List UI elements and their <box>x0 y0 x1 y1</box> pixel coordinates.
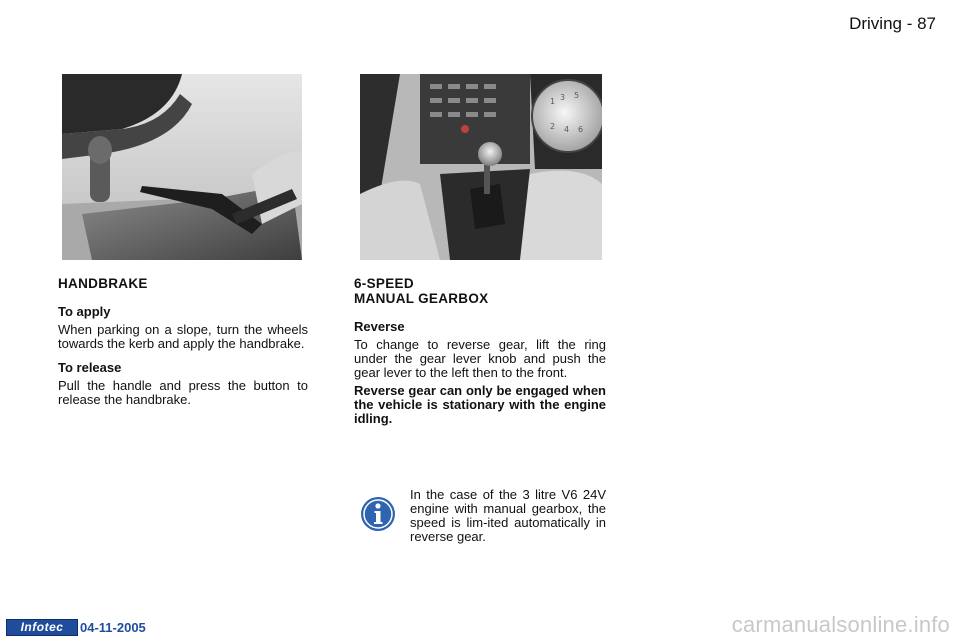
handbrake-title: HANDBRAKE <box>58 276 148 291</box>
info-icon <box>360 496 396 532</box>
gearbox-title-line2: MANUAL GEARBOX <box>354 291 489 306</box>
svg-text:2: 2 <box>550 122 556 131</box>
handbrake-section <box>58 276 308 407</box>
svg-text:4: 4 <box>564 125 570 134</box>
gearbox-section <box>354 276 606 426</box>
reverse-subtitle: Reverse <box>354 319 405 334</box>
svg-text:1: 1 <box>550 97 556 106</box>
svg-text:6: 6 <box>578 125 584 134</box>
gearbox-title <box>354 276 606 306</box>
svg-text:5: 5 <box>574 91 580 100</box>
gearbox-title-line1: 6-SPEED <box>354 276 414 291</box>
watermark: carmanualsonline.info <box>731 612 950 637</box>
release-subtitle: To release <box>58 360 122 375</box>
infotec-logo: Infotec <box>6 619 78 636</box>
page-header: Driving - 87 <box>849 14 936 33</box>
svg-text:3: 3 <box>560 93 566 102</box>
apply-text: When parking on a slope, turn the wheels towards the kerb and apply the handbrake. <box>58 322 308 351</box>
release-text: Pull the handle and press the button to release the handbrake. <box>58 378 308 407</box>
info-text: In the case of the 3 litre V6 24V engine with manual gearbox, the speed is lim-ited automatically in reverse gear. <box>410 487 606 544</box>
footer-date: 04-11-2005 <box>80 620 146 635</box>
apply-subtitle: To apply <box>58 304 111 319</box>
gearbox-photo <box>360 74 602 260</box>
reverse-warning: Reverse gear can only be engaged when the vehicle is stationary with the engine idling. <box>354 383 606 426</box>
handbrake-photo <box>62 74 302 260</box>
info-box <box>358 488 608 560</box>
reverse-text: To change to reverse gear, lift the ring under the gear lever knob and push the gear lever to the left then to the front. <box>354 337 606 380</box>
